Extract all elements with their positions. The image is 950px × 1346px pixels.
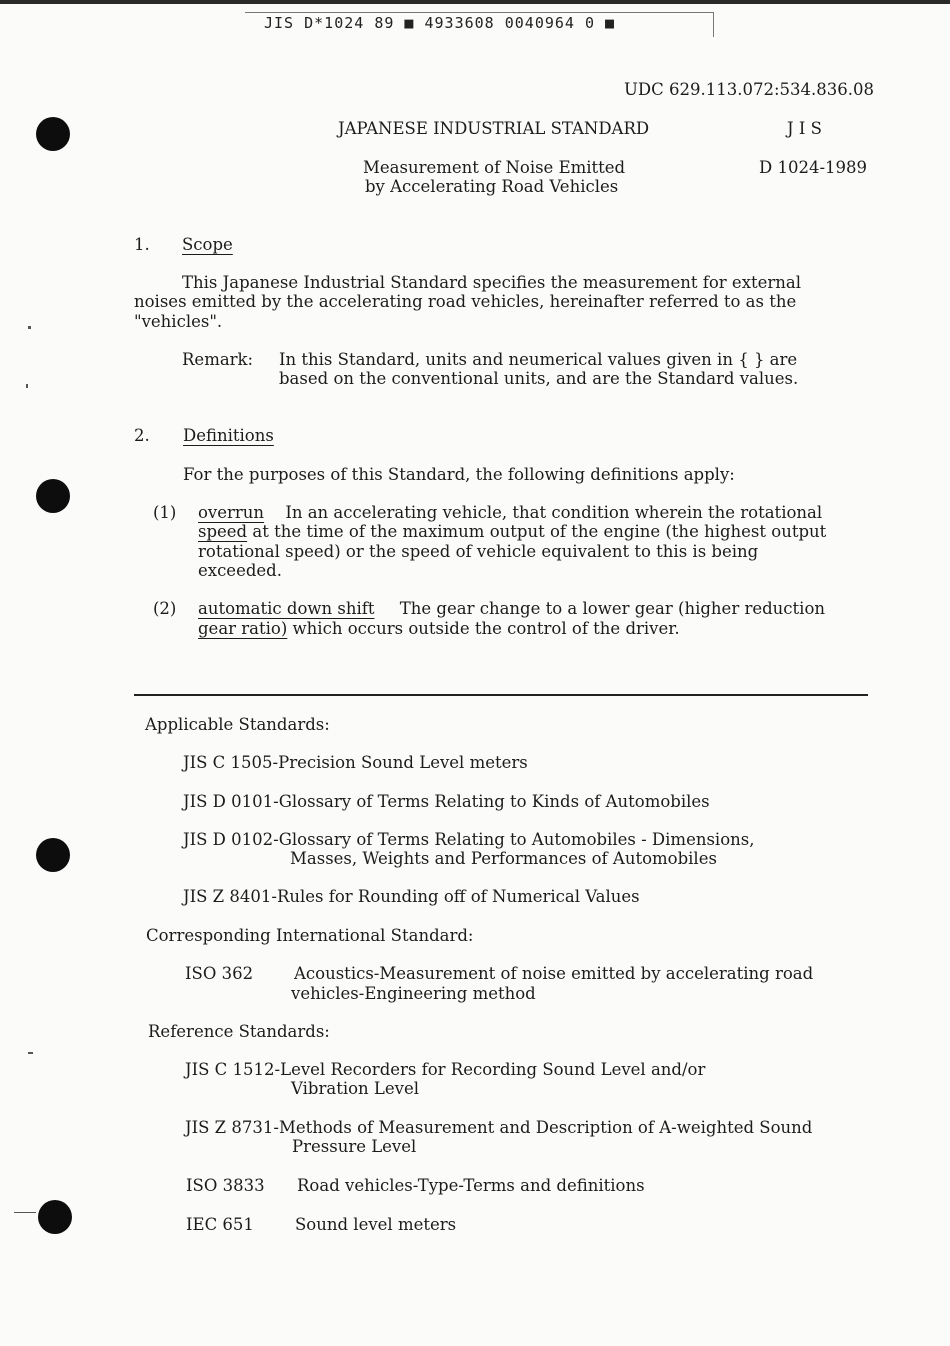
- reference-standard-1-cont: Vibration Level: [291, 1079, 419, 1098]
- reference-code-2: IEC 651: [186, 1215, 254, 1234]
- section-2-title: Definitions: [183, 426, 274, 445]
- definition-2-term-cont: gear ratio): [198, 619, 288, 638]
- definition-2-line1: [198, 599, 825, 618]
- definition-1-line2: [198, 522, 826, 541]
- doc-title-line1: Measurement of Noise Emitted: [363, 158, 626, 177]
- corresponding-standard-line1: Acoustics-Measurement of noise emitted by accelerating road: [294, 964, 814, 983]
- definition-2-text: The gear change to a lower gear (higher reduction: [399, 599, 826, 618]
- definition-1-line4: exceeded.: [198, 561, 282, 580]
- punch-hole-4: [38, 1200, 72, 1234]
- definitions-intro: For the purposes of this Standard, the following definitions apply:: [183, 465, 735, 484]
- applicable-standard-4: JIS Z 8401-Rules for Rounding off of Numerical Values: [183, 887, 640, 906]
- definition-2-number: (2): [153, 599, 177, 618]
- punch-hole-2: [36, 479, 70, 513]
- punch-hole-1: [36, 117, 70, 151]
- definition-1-term: overrun: [198, 503, 265, 522]
- definition-1-term-cont: speed: [198, 522, 248, 541]
- definition-2-term: automatic down shift: [198, 599, 375, 618]
- scan-mark: [26, 384, 28, 388]
- section-2-number: 2.: [134, 426, 150, 445]
- jis-mark: J I S: [787, 119, 822, 138]
- reference-title-1: Road vehicles-Type-Terms and definitions: [297, 1176, 645, 1195]
- scan-mark: [28, 326, 31, 329]
- applicable-standard-2: JIS D 0101-Glossary of Terms Relating to Kinds of Automobiles: [183, 792, 710, 811]
- scan-mark: [28, 1052, 33, 1054]
- remark-text-line2: based on the conventional units, and are the Standard values.: [279, 369, 799, 388]
- definition-1-text: In an accelerating vehicle, that condition wherein the rotational: [285, 503, 823, 522]
- definition-1-number: (1): [153, 503, 177, 522]
- standard-number: D 1024-1989: [759, 158, 868, 177]
- definition-2-line2: [198, 619, 680, 638]
- applicable-standard-3-cont: Masses, Weights and Performances of Automobiles: [290, 849, 717, 868]
- reference-standards-title: Reference Standards:: [148, 1022, 330, 1041]
- scope-text-line2: noises emitted by the accelerating road vehicles, hereinafter referred to as the: [134, 292, 797, 311]
- org-title: JAPANESE INDUSTRIAL STANDARD: [338, 119, 650, 138]
- corresponding-standard-code: ISO 362: [185, 964, 254, 983]
- scan-mark: [14, 1212, 36, 1213]
- reference-title-2: Sound level meters: [295, 1215, 457, 1234]
- definition-1-line1: [198, 503, 822, 522]
- scope-text-line1: This Japanese Industrial Standard specifies the measurement for external: [182, 273, 802, 292]
- remark-text-line1: In this Standard, units and neumerical values given in { } are: [279, 350, 798, 369]
- reference-standard-2-cont: Pressure Level: [292, 1137, 417, 1156]
- reference-code-1: ISO 3833: [186, 1176, 265, 1195]
- corresponding-standard-title: Corresponding International Standard:: [146, 926, 474, 945]
- catalog-line: JIS D*1024 89 ■ 4933608 0040964 0 ■: [264, 14, 616, 32]
- reference-standard-1: JIS C 1512-Level Recorders for Recording Sound Level and/or: [185, 1060, 706, 1079]
- reference-standard-2: JIS Z 8731-Methods of Measurement and Description of A-weighted Sound: [185, 1118, 813, 1137]
- punch-hole-3: [36, 838, 70, 872]
- applicable-standards-title: Applicable Standards:: [145, 715, 330, 734]
- section-1-title: Scope: [182, 235, 233, 254]
- definition-1-text-line2: at the time of the maximum output of the engine (the highest output: [247, 522, 827, 541]
- doc-title-line2: by Accelerating Road Vehicles: [365, 177, 619, 196]
- top-edge-bar: [0, 0, 950, 4]
- applicable-standard-1: JIS C 1505-Precision Sound Level meters: [183, 753, 528, 772]
- corresponding-standard-line2: vehicles-Engineering method: [291, 984, 536, 1003]
- scope-text-line3: "vehicles".: [134, 312, 223, 331]
- definition-1-line3: rotational speed) or the speed of vehicle equivalent to this is being: [198, 542, 759, 561]
- remark-label: Remark:: [182, 350, 254, 369]
- definition-2-text-line2: which occurs outside the control of the driver.: [287, 619, 680, 638]
- section-1-number: 1.: [134, 235, 150, 254]
- applicable-standard-3: JIS D 0102-Glossary of Terms Relating to Automobiles - Dimensions,: [183, 830, 755, 849]
- footnote-divider: [134, 694, 868, 696]
- udc-code: UDC 629.113.072:534.836.08: [624, 80, 875, 99]
